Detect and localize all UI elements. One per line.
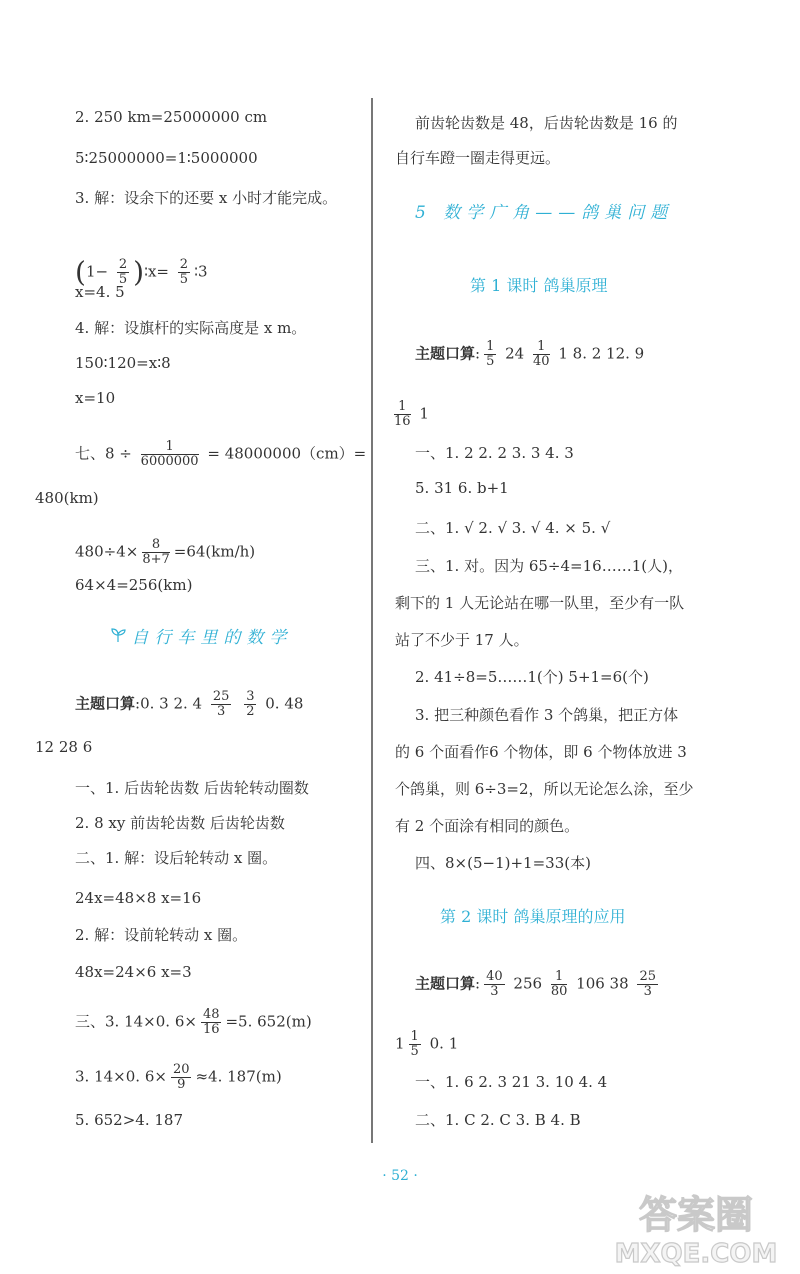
watermark-text-url: MXQE.COM [614,1239,778,1269]
answer-line: 二、1. 解：设后轮转动 x 圈。 [75,849,278,867]
answer-line: 150∶120=x∶8 [75,354,171,372]
watermark-text-cn: 答案圈 [638,1193,754,1237]
answer-line: 3. 解：设余下的还要 x 小时才能完成。 [75,189,338,207]
fraction: $\frac{1}{16}$ [394,399,411,429]
answer-line: 3. 14×0. 6× $\frac{20}{9}$ ≈4. 187(m) [75,1062,282,1092]
fraction: $\frac{25}{3}$ [639,969,656,999]
answer-line: 4. 解：设旗杆的实际高度是 x m。 [75,319,307,337]
answer-line: 24x=48×8 x=16 [75,889,202,907]
answer-line: 站了不少于 17 人。 [395,631,529,649]
answer-line: (1− $\frac{2}{5}$ )∶x= $\frac{2}{5}$ ∶3 [75,255,208,289]
fraction: $\frac{1}{5}$ [486,339,495,369]
answer-line: 三、1. 对。因为 65÷4=16……1(人)， [415,557,683,575]
answer-line: 个鸽巢，则 6÷3=2，所以无论怎么涂，至少 [395,780,694,798]
answer-line: 48x=24×6 x=3 [75,963,192,981]
answer-line: 5. 652>4. 187 [75,1111,183,1129]
fraction: $\frac{3}{2}$ [246,689,255,719]
answer-line: 64×4=256(km) [75,576,193,594]
fraction: $\frac{25}{3}$ [212,689,230,719]
answer-line: 一、1. 2 2. 2 3. 3 4. 3 [415,444,574,462]
fraction: $\frac{2}{5}$ [179,257,189,287]
answer-line: 主题口算: $\frac{1}{5}$ 24 $\frac{1}{40}$ 1 8. 2 12. 9 [415,339,645,369]
answer-line: x=10 [75,389,116,407]
fraction: $\frac{2}{5}$ [118,257,128,287]
sprout-icon [110,628,131,648]
answer-line: 剩下的 1 人无论站在哪一队里，至少有一队 [395,594,685,612]
answer-line: 3. 把三种颜色看作 3 个鸽巢，把正方体 [415,706,679,724]
answer-line: 主题口算: $\frac{40}{3}$ 256 $\frac{1}{80}$ 106 38 $\frac{25}{3}$ [415,969,656,999]
fraction: $\frac{8}{8+7}$ [142,537,170,567]
answer-line: 二、1. C 2. C 3. B 4. B [415,1111,581,1129]
section-title: 自行车里的数学 [110,627,292,648]
fraction: $\frac{40}{3}$ [486,969,503,999]
answer-line: 480÷4× $\frac{8}{8+7}$ =64(km/h) [75,537,256,567]
answer-line: 一、1. 后齿轮齿数 后齿轮转动圈数 [75,779,309,797]
answer-line: x=4. 5 [75,283,125,301]
answer-line: 主题口算:0. 3 2. 4 $\frac{25}{3}$ $\frac{3}{2}$ 0. 48 [75,689,304,719]
answer-line: 2. 41÷8=5……1(个) 5+1=6(个) [415,668,649,686]
answer-line: 前齿轮齿数是 48，后齿轮齿数是 16 的 [415,114,678,132]
answer-line: 5. 31 6. b+1 [415,479,509,497]
watermark-logo [606,1180,786,1270]
answer-line: 三、3. 14×0. 6× $\frac{48}{16}$ =5. 652(m) [75,1007,312,1037]
answer-line: 5∶25000000=1∶5000000 [75,149,258,167]
fraction: $\frac{48}{16}$ [202,1007,220,1037]
lesson-title: 第 1 课时 鸽巢原理 [470,276,608,295]
answer-line: 有 2 个面涂有相同的颜色。 [395,817,580,835]
answer-line: 四、8×(5−1)+1=33(本) [415,854,591,872]
fraction: $\frac{1}{40}$ [533,339,550,369]
fraction: $\frac{1}{6000000}$ [140,439,199,469]
lesson-title: 第 2 课时 鸽巢原理的应用 [440,907,626,926]
answer-line: 2. 8 xy 前齿轮齿数 后齿轮齿数 [75,814,285,832]
answer-line: 自行车蹬一圈走得更远。 [395,149,561,167]
answer-line: 480(km) [35,489,99,507]
answer-line: 2. 250 km=25000000 cm [75,108,268,126]
column-divider [371,98,373,1143]
answer-line: 1 $\frac{1}{5}$ 0. 1 [395,1029,459,1059]
fraction: $\frac{20}{9}$ [172,1062,190,1092]
fraction: $\frac{1}{80}$ [550,969,568,999]
answer-line: 一、1. 6 2. 3 21 3. 10 4. 4 [415,1073,608,1091]
answer-line: 的 6 个面看作6 个物体，即 6 个物体放进 3 [395,743,687,761]
answer-line: 二、1. √ 2. √ 3. √ 4. × 5. √ [415,519,611,537]
section-title: 5 数学广角——鸽巢问题 [415,203,674,223]
fraction: $\frac{1}{5}$ [410,1029,419,1059]
answer-line: $\frac{1}{16}$ 1 [394,399,429,429]
answer-line: 七、8 ÷ $\frac{1}{6000000}$ = 48000000（cm）= [75,439,367,469]
answer-line: 12 28 6 [35,738,93,756]
answer-line: 2. 解：设前轮转动 x 圈。 [75,926,248,944]
page-number: · 52 · [382,1168,418,1184]
